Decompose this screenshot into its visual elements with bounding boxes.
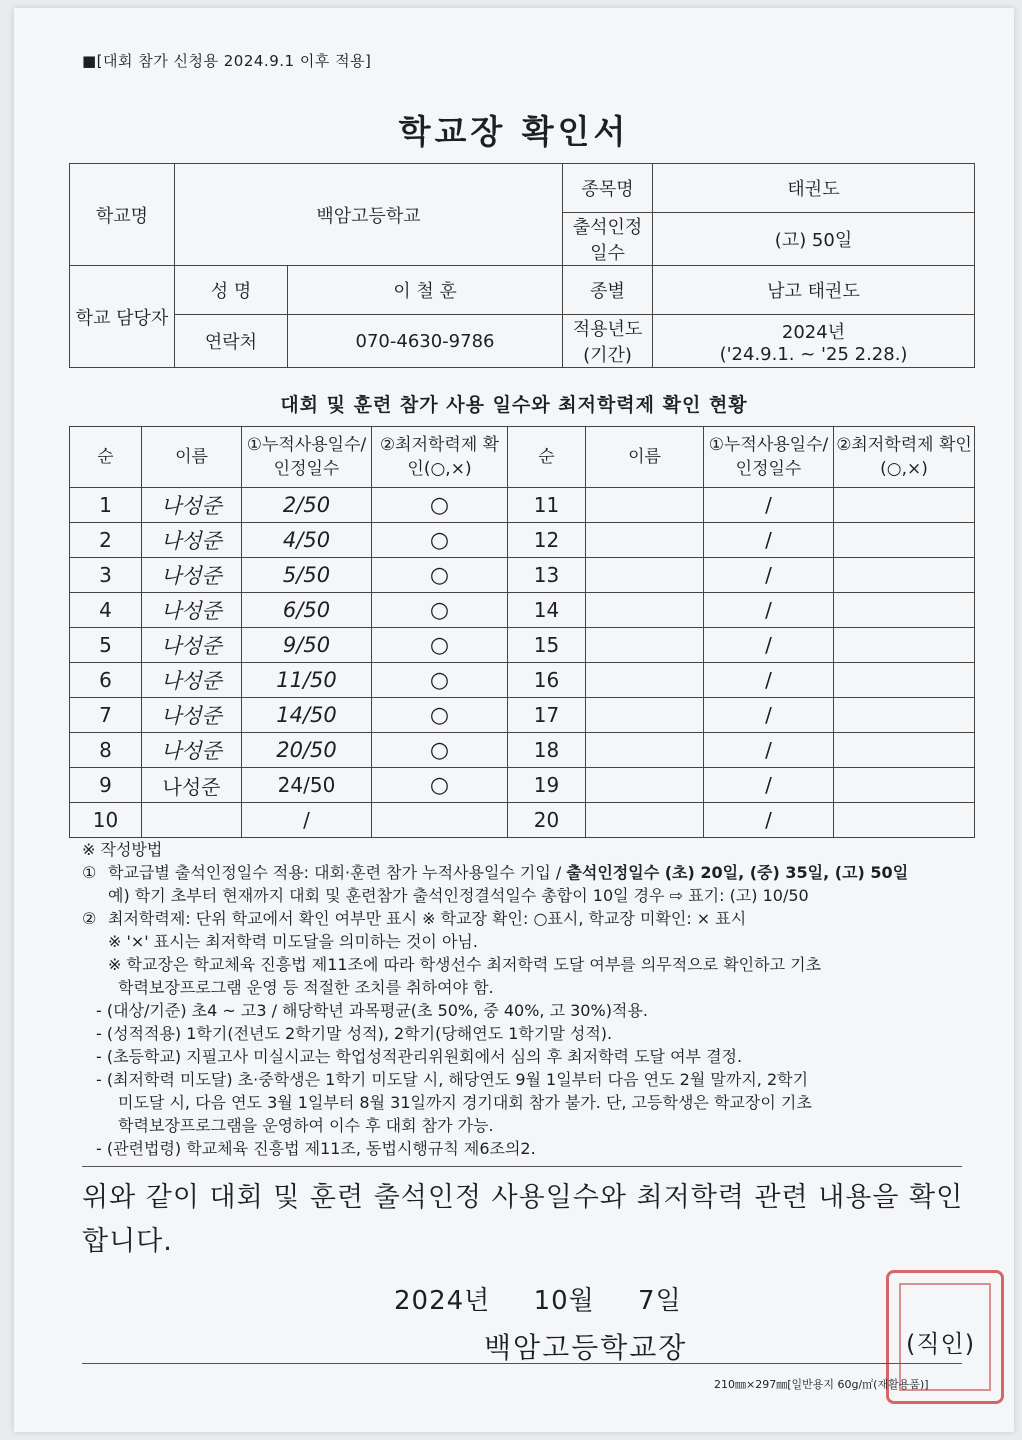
document-page	[14, 8, 1014, 1432]
instruction-number: ②	[82, 909, 97, 928]
row-no: 8	[70, 733, 142, 768]
row-days: 20/50	[242, 733, 372, 768]
sport-value: 태권도	[653, 164, 975, 213]
date-year: 2024년	[394, 1286, 491, 1316]
row-name	[586, 803, 704, 838]
header-days-left: ①누적사용일수/인정일수	[242, 427, 372, 488]
divider	[82, 1166, 962, 1167]
row-no: 2	[70, 523, 142, 558]
row-mark	[834, 663, 975, 698]
row-days: 9/50	[242, 628, 372, 663]
row-name	[586, 488, 704, 523]
seal-label: (직인)	[906, 1330, 976, 1358]
row-days: /	[704, 593, 834, 628]
row-no: 18	[508, 733, 586, 768]
header-no-left: 순	[70, 427, 142, 488]
row-days: 5/50	[242, 558, 372, 593]
row-name	[586, 593, 704, 628]
table-row	[70, 628, 975, 663]
row-no: 15	[508, 628, 586, 663]
table-row	[70, 768, 975, 803]
row-name	[142, 803, 242, 838]
category-value: 남고 태권도	[653, 266, 975, 315]
row-mark: ○	[372, 733, 508, 768]
row-days: /	[704, 733, 834, 768]
row-days: 2/50	[242, 488, 372, 523]
row-no: 19	[508, 768, 586, 803]
table-row	[70, 488, 975, 523]
row-no: 7	[70, 698, 142, 733]
row-no: 17	[508, 698, 586, 733]
row-no: 5	[70, 628, 142, 663]
row-days: /	[704, 523, 834, 558]
row-days: /	[704, 698, 834, 733]
row-no: 13	[508, 558, 586, 593]
instruction-text: 최저학력제: 단위 학교에서 확인 여부만 표시 ※ 학교장 확인: ○표시, 학교장 미확인: × 표시	[108, 909, 747, 928]
date-day: 7일	[638, 1286, 682, 1316]
row-no: 11	[508, 488, 586, 523]
row-no: 6	[70, 663, 142, 698]
row-days: /	[704, 803, 834, 838]
row-no: 3	[70, 558, 142, 593]
row-mark: ○	[372, 593, 508, 628]
period-label: 적용년도 (기간)	[563, 315, 653, 368]
page-title: 학교장 확인서	[398, 112, 630, 151]
school-name-value: 백암고등학교	[175, 164, 563, 266]
row-name: 나성준	[142, 768, 242, 803]
section-title: 대회 및 훈련 참가 사용 일수와 최저학력제 확인 현황	[280, 394, 748, 416]
row-name: 나성준	[142, 558, 242, 593]
row-mark	[834, 593, 975, 628]
row-days: 4/50	[242, 523, 372, 558]
row-name: 나성준	[142, 488, 242, 523]
rule-item: - (초등학교) 지필고사 미실시교는 학업성적관리위원회에서 심의 후 최저학력 도달 여부 결정.	[96, 1047, 743, 1066]
category-label: 종별	[563, 266, 653, 315]
row-no: 4	[70, 593, 142, 628]
school-name-label: 학교명	[70, 164, 175, 266]
row-mark: ○	[372, 628, 508, 663]
row-mark: ○	[372, 663, 508, 698]
rule-item: - (관련법령) 학교체육 진흥법 제11조, 동법시행규칙 제6조의2.	[96, 1139, 536, 1158]
table-row	[70, 663, 975, 698]
row-mark	[834, 698, 975, 733]
rule-item: - (성적적용) 1학기(전년도 2학기말 성적), 2학기(당해연도 1학기말 성적).	[96, 1024, 613, 1043]
instruction-sub-note-cont: 학력보장프로그램 운영 등 적절한 조치를 취하여야 함.	[118, 978, 494, 997]
table-row	[70, 698, 975, 733]
row-name	[586, 698, 704, 733]
manager-label: 학교 담당자	[70, 266, 175, 368]
row-days: 14/50	[242, 698, 372, 733]
row-days: /	[704, 628, 834, 663]
row-days: 11/50	[242, 663, 372, 698]
instruction-example: 예) 학기 초부터 현재까지 대회 및 훈련참가 출석인정결석일수 총합이 10일 경우 ⇨ 표기: (고) 10/50	[108, 886, 809, 905]
manager-name-value: 이 철 훈	[288, 266, 563, 315]
instruction-bold-text: 출석인정일수 (초) 20일, (중) 35일, (고) 50일	[566, 863, 909, 882]
row-no: 9	[70, 768, 142, 803]
rule-item-cont: 미도달 시, 다음 연도 3월 1일부터 8월 31일까지 경기대회 참가 불가. 단, 고등학생은 학교장이 기초	[118, 1093, 812, 1112]
row-mark: ○	[372, 698, 508, 733]
instruction-number: ①	[82, 863, 97, 882]
confirmation-statement: 위와 같이 대회 및 훈련 출석인정 사용일수와 최저학력 관련 내용을 확인합니다.	[82, 1182, 964, 1257]
table-row	[70, 803, 975, 838]
rule-item: - (최저학력 미도달) 초·중학생은 1학기 미도달 시, 해당연도 9월 1일부터 다음 연도 2월 말까지, 2학기	[96, 1070, 809, 1089]
row-days: 24/50	[242, 768, 372, 803]
row-days: /	[704, 663, 834, 698]
header-name-right: 이름	[586, 427, 704, 488]
row-mark	[834, 768, 975, 803]
row-mark: ○	[372, 768, 508, 803]
row-mark: ○	[372, 488, 508, 523]
period-year: 2024년	[781, 321, 846, 343]
header-name-left: 이름	[142, 427, 242, 488]
instructions-block	[82, 838, 992, 1160]
table-row	[70, 523, 975, 558]
attendance-label: 출석인정 일수	[563, 213, 653, 266]
school-info-table	[69, 163, 975, 368]
table-row	[70, 593, 975, 628]
divider	[82, 1363, 962, 1364]
row-mark	[834, 628, 975, 663]
row-days: 6/50	[242, 593, 372, 628]
table-row	[70, 733, 975, 768]
rule-item-cont: 학력보장프로그램을 운영하여 이수 후 대회 참가 가능.	[118, 1116, 494, 1135]
row-no: 14	[508, 593, 586, 628]
row-no: 12	[508, 523, 586, 558]
row-days: /	[242, 803, 372, 838]
row-no: 16	[508, 663, 586, 698]
row-mark	[834, 558, 975, 593]
row-name: 나성준	[142, 523, 242, 558]
form-usage-tag: ■[대회 참가 신청용 2024.9.1 이후 적용]	[82, 52, 372, 70]
table-row	[70, 558, 975, 593]
row-days: /	[704, 488, 834, 523]
instruction-1	[82, 861, 992, 884]
row-name	[586, 558, 704, 593]
instruction-2	[82, 907, 992, 930]
row-days: /	[704, 768, 834, 803]
row-mark	[834, 803, 975, 838]
row-name: 나성준	[142, 663, 242, 698]
contact-value: 070-4630-9786	[288, 315, 563, 368]
row-name: 나성준	[142, 733, 242, 768]
date-month: 10월	[533, 1286, 595, 1316]
row-mark	[834, 733, 975, 768]
row-mark	[834, 488, 975, 523]
sport-label: 종목명	[563, 164, 653, 213]
row-name	[586, 663, 704, 698]
row-name	[586, 733, 704, 768]
instruction-sub-note: ※ '×' 표시는 최저학력 미도달을 의미하는 것이 아님.	[108, 932, 478, 951]
header-academic-right: ②최저학력제 확인(○,×)	[834, 427, 975, 488]
row-name: 나성준	[142, 628, 242, 663]
row-no: 1	[70, 488, 142, 523]
rule-item: - (대상/기준) 초4 ~ 고3 / 해당학년 과목평균(초 50%, 중 40%, 고 30%)적용.	[96, 1001, 648, 1020]
manager-name-label: 성 명	[175, 266, 288, 315]
row-name: 나성준	[142, 593, 242, 628]
principal-signature-line: 백암고등학교장	[484, 1331, 688, 1364]
instructions-heading: ※ 작성방법	[82, 840, 163, 859]
header-academic-left: ②최저학력제 확인(○,×)	[372, 427, 508, 488]
roster-table	[69, 426, 975, 838]
attendance-value: (고) 50일	[653, 213, 975, 266]
period-range: ('24.9.1. ~ '25 2.28.)	[719, 343, 908, 365]
row-name	[586, 523, 704, 558]
row-mark: ○	[372, 523, 508, 558]
row-days: /	[704, 558, 834, 593]
paper-spec: 210㎜×297㎜[일반용지 60g/㎡(재활용품)]	[714, 1378, 929, 1391]
contact-label: 연락처	[175, 315, 288, 368]
instruction-sub-note: ※ 학교장은 학교체육 진흥법 제11조에 따라 학생선수 최저학력 도달 여부를 의무적으로 확인하고 기초	[108, 955, 822, 974]
row-no: 20	[508, 803, 586, 838]
issue-date	[394, 1280, 716, 1317]
row-mark: ○	[372, 558, 508, 593]
row-name	[586, 628, 704, 663]
header-days-right: ①누적사용일수/인정일수	[704, 427, 834, 488]
row-no: 10	[70, 803, 142, 838]
row-mark	[372, 803, 508, 838]
row-mark	[834, 523, 975, 558]
row-name: 나성준	[142, 698, 242, 733]
period-value	[653, 315, 975, 368]
instruction-text: 학교급별 출석인정일수 적용: 대회·훈련 참가 누적사용일수 기입 /	[108, 863, 567, 882]
header-no-right: 순	[508, 427, 586, 488]
row-name	[586, 768, 704, 803]
